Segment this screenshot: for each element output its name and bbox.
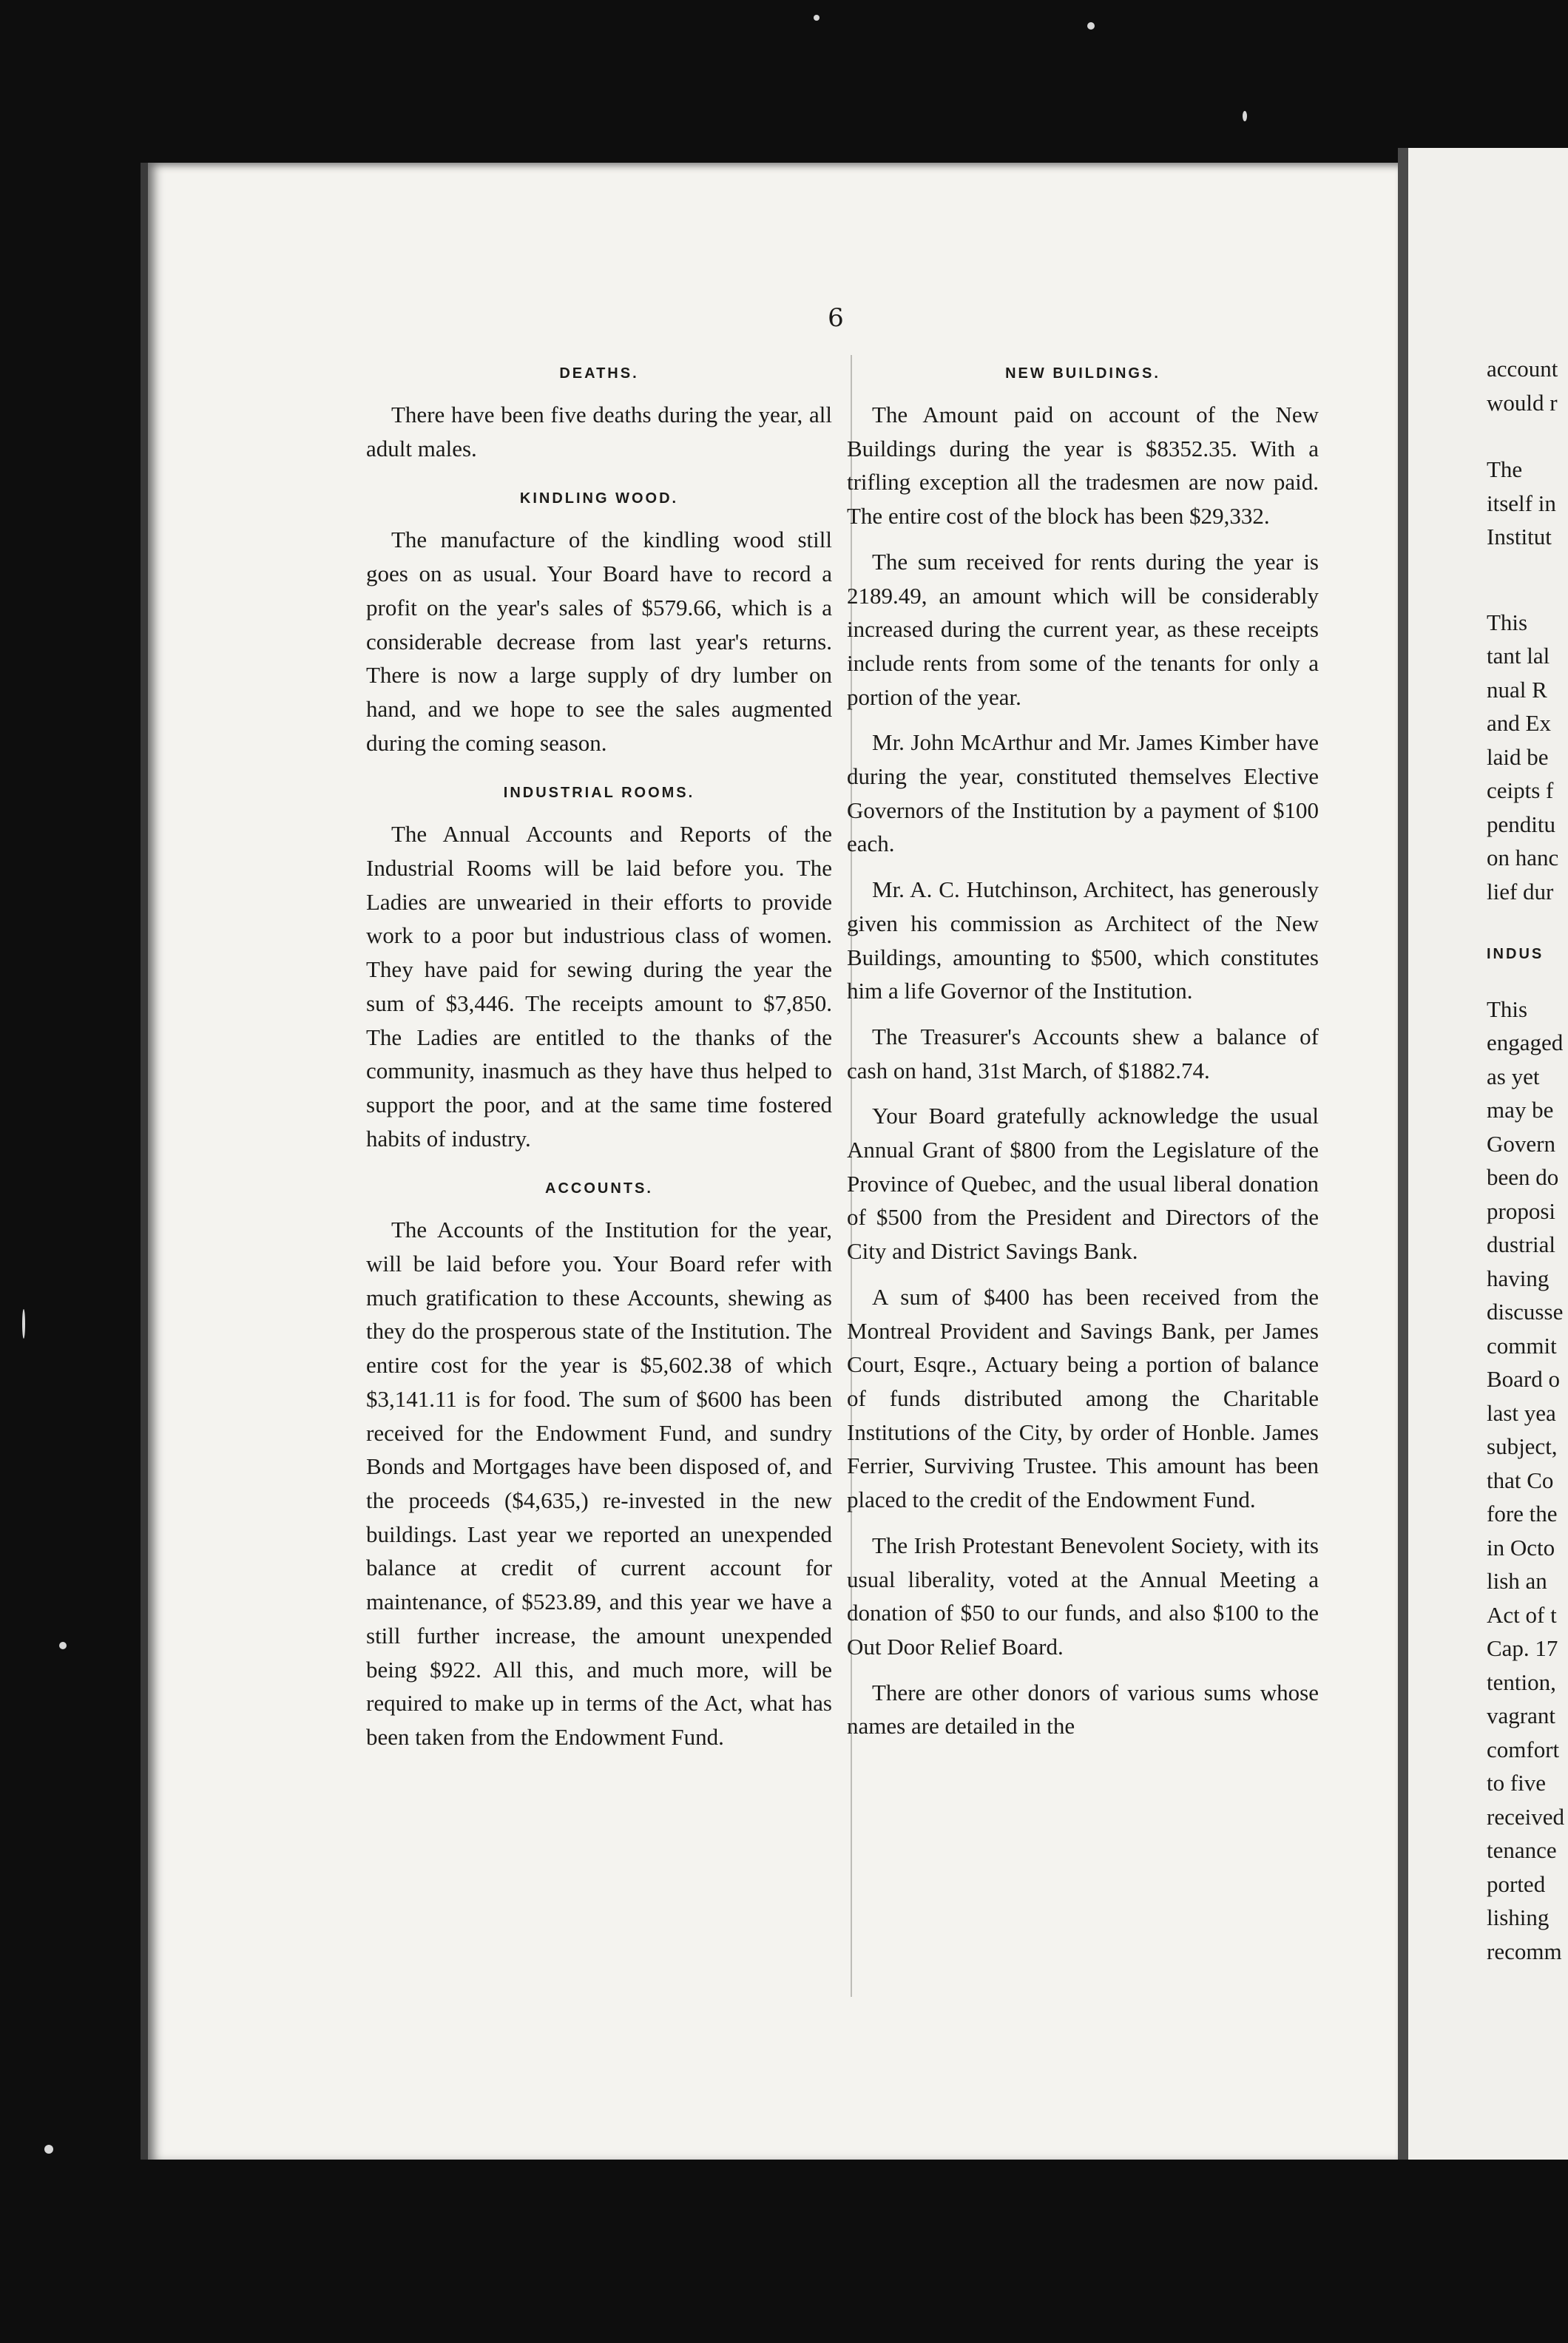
paragraph: There are other donors of various sums whose names are detailed in the [847, 1679, 1319, 1740]
section-heading-accounts: ACCOUNTS. [545, 1180, 653, 1197]
facing-page-line: tention, [1487, 1668, 1556, 1695]
paragraph: The Irish Protestant Benevolent Society, with its usual liberality, voted at the Annual Meeting a donation of $50 to our funds, and also $100 to the Out Door Relief Board. [847, 1532, 1319, 1660]
facing-page-line: having [1487, 1265, 1550, 1291]
facing-page-line: to five [1487, 1770, 1547, 1796]
facing-page-line: would r [1487, 389, 1558, 416]
left-column [366, 362, 832, 1754]
page-number: 6 [828, 303, 844, 333]
facing-page-line: This [1487, 995, 1528, 1022]
facing-page-line: itself in [1487, 490, 1556, 516]
paragraph: The manufacture of the kindling wood still goes on as usual. Your Board have to record a profit on the year's sales of $579.66, which is a considerable decrease from last year's returns. There is now a large supply of dry lumber on hand, and we hope to see the sales augmented during the coming season. [366, 527, 832, 756]
section-heading-new-buildings: NEW BUILDINGS. [1005, 365, 1160, 382]
facing-page-line: subject, [1487, 1433, 1558, 1459]
paragraph: The Treasurer's Accounts shew a balance of cash on hand, 31st March, of $1882.74. [847, 1023, 1319, 1083]
facing-page-line: may be [1487, 1097, 1554, 1123]
facing-page-line: in Octo [1487, 1534, 1555, 1561]
facing-page-line: Cap. 17 [1487, 1635, 1558, 1661]
scan-speck [59, 1642, 67, 1649]
facing-page-line: ported [1487, 1870, 1546, 1897]
facing-page-line: Govern [1487, 1130, 1555, 1157]
section-heading-industrial-rooms: INDUSTRIAL ROOMS. [503, 785, 695, 802]
paragraph: Mr. John McArthur and Mr. James Kimber have during the year, constituted themselves Elective Governors of the Institution by a payment of $100 each. [847, 729, 1319, 857]
facing-page-line: received [1487, 1803, 1564, 1830]
paragraph: The Amount paid on account of the New Buildings during the year is $8352.35. With a trifling exception all the tradesmen are now paid. The entire cost of the block has been $29,332. [847, 402, 1319, 530]
section-heading-kindling-wood: KINDLING WOOD. [519, 490, 679, 507]
facing-page-line: that Co [1487, 1467, 1554, 1493]
middle-column [847, 362, 1319, 1743]
paragraph: Mr. A. C. Hutchinson, Architect, has generously given his commission as Architect of the New Buildings, amounting to $500, which constitutes him a life Governor of the Institution. [847, 876, 1319, 1004]
facing-page-line: tenance [1487, 1837, 1557, 1863]
facing-page-line: lief dur [1487, 878, 1554, 905]
facing-page-line: This [1487, 609, 1528, 635]
scan-speck [1243, 111, 1247, 121]
section-heading-deaths: DEATHS. [559, 365, 639, 382]
facing-page-line: lishing [1487, 1904, 1550, 1930]
facing-page-line: comfort [1487, 1736, 1560, 1762]
facing-page-line: lish an [1487, 1568, 1547, 1594]
facing-page-line: dustrial [1487, 1231, 1555, 1257]
scan-speck [44, 2145, 53, 2154]
scan-speck [1087, 22, 1095, 30]
facing-page-line: proposi [1487, 1197, 1555, 1224]
facing-page-line: as yet [1487, 1063, 1540, 1089]
paragraph: The sum received for rents during the year is 2189.49, an amount which will be considerably increased during the current year, as these receipts include rents from some of the tenants for only a portion of the year. [847, 548, 1319, 710]
facing-page-text [1487, 352, 1568, 1968]
facing-page-line: The [1487, 456, 1523, 482]
paragraph: Your Board gratefully acknowledge the usual Annual Grant of $800 from the Legislature of the Province of Quebec, and the usual liberal donation of $500 from the President and Directors of the City and District Savings Bank. [847, 1103, 1319, 1265]
facing-page-heading: INDUS [1487, 946, 1544, 962]
facing-page-line: been do [1487, 1164, 1559, 1190]
facing-page-line: engaged [1487, 1030, 1564, 1055]
facing-page-line: fore the [1487, 1501, 1558, 1526]
facing-page-line: commit [1487, 1332, 1557, 1359]
paragraph: The Accounts of the Institution for the year, will be laid before you. Your Board refer with much gratification to these Accounts, shewing as they do the prosperous state of the Institution. The entire cost for the year is $5,602.38 of which $3,141.11 is for food. The sum of $600 has been received for the Endowment Fund, and sundry Bonds and Mortgages have been disposed of, and the proceeds ($4,635,) re-invested in the new buildings. Last year we reported an unexpended balance at credit of current account for maintenance, of $523.89, and this year we have a still further increase, the amount unexpended being $922. All this, and much more, will be required to make up in terms of the Act, what has been taken from the Endowment Fund. [366, 1217, 832, 1750]
facing-page-line: penditu [1487, 811, 1555, 837]
scan-speck [22, 1309, 25, 1339]
facing-page-line: account [1487, 356, 1558, 382]
facing-page-line: and Ex [1487, 710, 1551, 736]
facing-page-line: Act of t [1487, 1601, 1557, 1628]
scan-speck [814, 15, 820, 21]
facing-page-line: Institut [1487, 524, 1552, 550]
facing-page-line: ceipts f [1487, 777, 1554, 803]
facing-page-line: vagrant [1487, 1703, 1555, 1728]
facing-page-line: Board o [1487, 1366, 1561, 1392]
paragraph: A sum of $400 has been received from the Montreal Provident and Savings Bank, per James Court, Esqre., Actuary being a portion of balance of funds distributed among the Charitable Institutions of the City, by order of Honble. James Ferrier, Surviving Trustee. This amount has been placed to the credit of the Endowment Fund. [847, 1283, 1319, 1513]
facing-page-line: laid be [1487, 743, 1549, 770]
facing-page-line: last yea [1487, 1399, 1556, 1426]
facing-page-line: discusse [1487, 1299, 1564, 1325]
paragraph: There have been five deaths during the year, all adult males. [366, 402, 832, 462]
facing-page-line: tant lal [1487, 643, 1550, 669]
paragraph: The Annual Accounts and Reports of the Industrial Rooms will be laid before you. The Ladies are unwearied in their efforts to provide work to a poor but industrious class of women. They have paid for sewing during the year the sum of $3,446. The receipts amount to $7,850. The Ladies are entitled to the thanks of the community, inasmuch as they have thus helped to support the poor, and at the same time fostered habits of industry. [366, 821, 832, 1152]
facing-page-line: recomm [1487, 1938, 1562, 1964]
facing-page-line: on hanc [1487, 845, 1559, 870]
facing-page-line: nual R [1487, 676, 1547, 703]
